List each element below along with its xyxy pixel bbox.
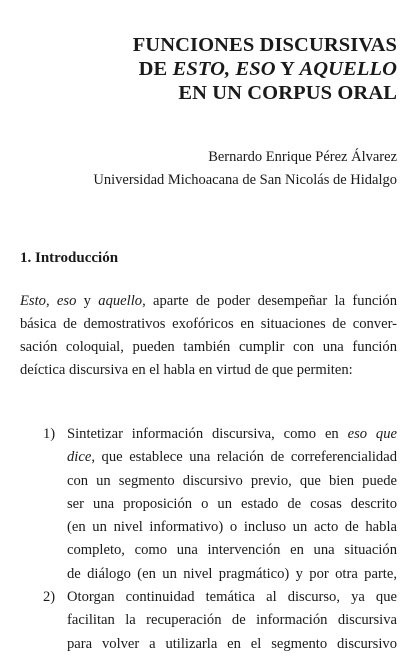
list-item-number: 1) xyxy=(43,426,56,442)
title-y: Y xyxy=(275,58,300,80)
list-item-line-text: Sintetizar información discursiva, como en xyxy=(67,426,348,442)
list-item-line-text: , que establece una relación de correferencialidad xyxy=(91,449,397,466)
list-item-line: (en un nivel informativo) o incluso un acto de habla xyxy=(67,519,397,536)
title-line-1: FUNCIONES DISCURSIVAS xyxy=(132,34,397,56)
title-line-3: EN UN CORPUS ORAL xyxy=(178,82,397,104)
list-item-line: completo, como una intervención en una situación xyxy=(67,542,397,559)
title-aquello: AQUELLO xyxy=(299,58,397,80)
list-item-line: para volver a utilizarla en el segmento discursivo xyxy=(67,635,397,652)
title-eso: ESO xyxy=(235,58,276,80)
list-item-line: con un segmento discursivo previo, que bien puede xyxy=(67,472,397,489)
intro-line-3: sación coloquial, pueden también cumplir con una función xyxy=(20,339,397,355)
author-block xyxy=(93,146,397,192)
list-item-emphasis: dice xyxy=(67,449,92,466)
intro-line-4: deíctica discursiva en el habla en virtud de que permiten: xyxy=(20,362,353,378)
section-heading: 1. Introducción xyxy=(20,250,119,266)
list-item xyxy=(20,586,397,656)
intro-eso: eso xyxy=(56,293,77,309)
intro-line-1 xyxy=(20,290,397,313)
list-item-line: de diálogo (en un nivel pragmático) y por otra parte, xyxy=(67,565,397,582)
author-affiliation: Universidad Michoacana de San Nicolás de Hidalgo xyxy=(93,172,397,188)
list-item-line: ser una proposición o un estado de cosas descrito xyxy=(67,495,397,512)
title-esto: ESTO, xyxy=(172,58,231,80)
list-item-number: 2) xyxy=(43,589,56,606)
numbered-list xyxy=(20,423,397,656)
list-item-emphasis: eso que xyxy=(347,426,397,442)
title-line-2 xyxy=(133,57,397,81)
intro-sep-1: , xyxy=(45,293,57,309)
intro-paragraph xyxy=(20,290,397,382)
intro-line-1-rest: , aparte de poder desempeñar la función xyxy=(142,293,397,309)
list-item-line: Otorgan continuidad temática al discurso, ya que xyxy=(67,589,397,606)
list-item-line: facilitan la recuperación de información discursiva xyxy=(67,612,397,629)
list-item-line xyxy=(67,423,397,446)
list-item xyxy=(20,423,397,586)
article-title xyxy=(133,33,397,105)
author-name: Bernardo Enrique Pérez Álvarez xyxy=(208,149,397,165)
intro-aquello: aquello xyxy=(98,293,143,309)
title-line-2-prefix: DE xyxy=(138,58,173,80)
intro-esto: Esto xyxy=(20,293,46,309)
list-item-line xyxy=(67,446,397,469)
intro-sep-2: y xyxy=(76,293,99,309)
intro-line-2: básica de demostrativos exofóricos en situaciones de conver- xyxy=(20,316,397,332)
